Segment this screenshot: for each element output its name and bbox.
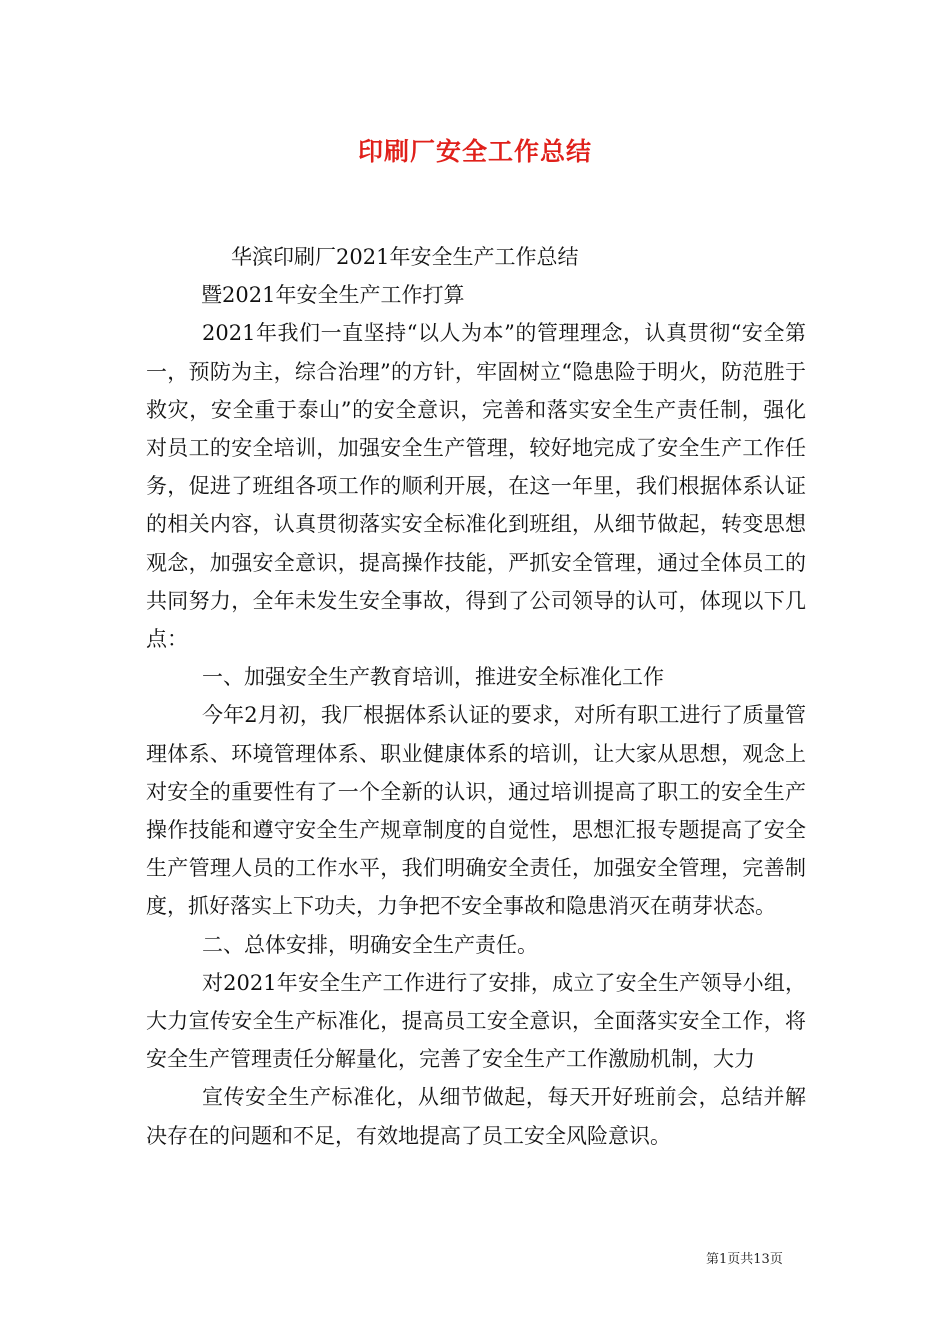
subtitle-line-2: 暨2021年安全生产工作打算 bbox=[201, 283, 465, 308]
paragraph-intro: 2021年我们一直坚持“以人为本”的管理理念，认真贯彻“安全第一，预防为主，综合治理”的方针，牢固树立“隐患险于明火，防范胜于救灾，安全重于泰山”的安全意识，完善和落实安全生产责任制，强化对员工的安全培训，加强安全生产管理，较好地完成了安全生产工作任务，促进了班组各项工作的顺利开展，在这一年里，我们根据体系认证的相关内容，认真贯彻落实安全标准化到班组，从细节做起，转变思想观念，加强安全意识，提高操作技能，严抓安全管理，通过全体员工的共同努力，全年未发生安全事故，得到了公司领导的认可，体现以下几点： bbox=[146, 321, 806, 652]
subtitle-line-1: 华滨印刷厂2021年安全生产工作总结 bbox=[231, 245, 579, 269]
paragraph-section-1: 今年2月初，我厂根据体系认证的要求，对所有职工进行了质量管理体系、环境管理体系、职业健康体系的培训，让大家从思想，观念上对安全的重要性有了一个全新的认识，通过培训提高了职工的安全生产操作技能和遵守安全生产规章制度的自觉性，思想汇报专题提高了安全生产管理人员的工作水平，我们明确安全责任，加强安全管理，完善制度，抓好落实上下功夫，力争把不安全事故和隐患消灭在萌芽状态。 bbox=[146, 703, 806, 919]
paragraph-section-2: 对2021年安全生产工作进行了安排，成立了安全生产领导小组，大力宣传安全生产标准化，提高员工安全意识，全面落实安全工作，将安全生产管理责任分解量化，完善了安全生产工作激励机制，大力 bbox=[146, 970, 806, 1072]
document-body bbox=[146, 238, 806, 1155]
page-number-footer: 第1页共13页 bbox=[706, 1252, 783, 1267]
section-heading-1: 一、加强安全生产教育培训，推进安全标准化工作 bbox=[202, 665, 664, 690]
paragraph-continued: 宣传安全生产标准化，从细节做起，每天开好班前会，总结并解决存在的问题和不足，有效地提高了员工安全风险意识。 bbox=[146, 1085, 806, 1148]
section-heading-2: 二、总体安排，明确安全生产责任。 bbox=[202, 932, 538, 957]
document-title: 印刷厂安全工作总结 bbox=[357, 137, 592, 166]
